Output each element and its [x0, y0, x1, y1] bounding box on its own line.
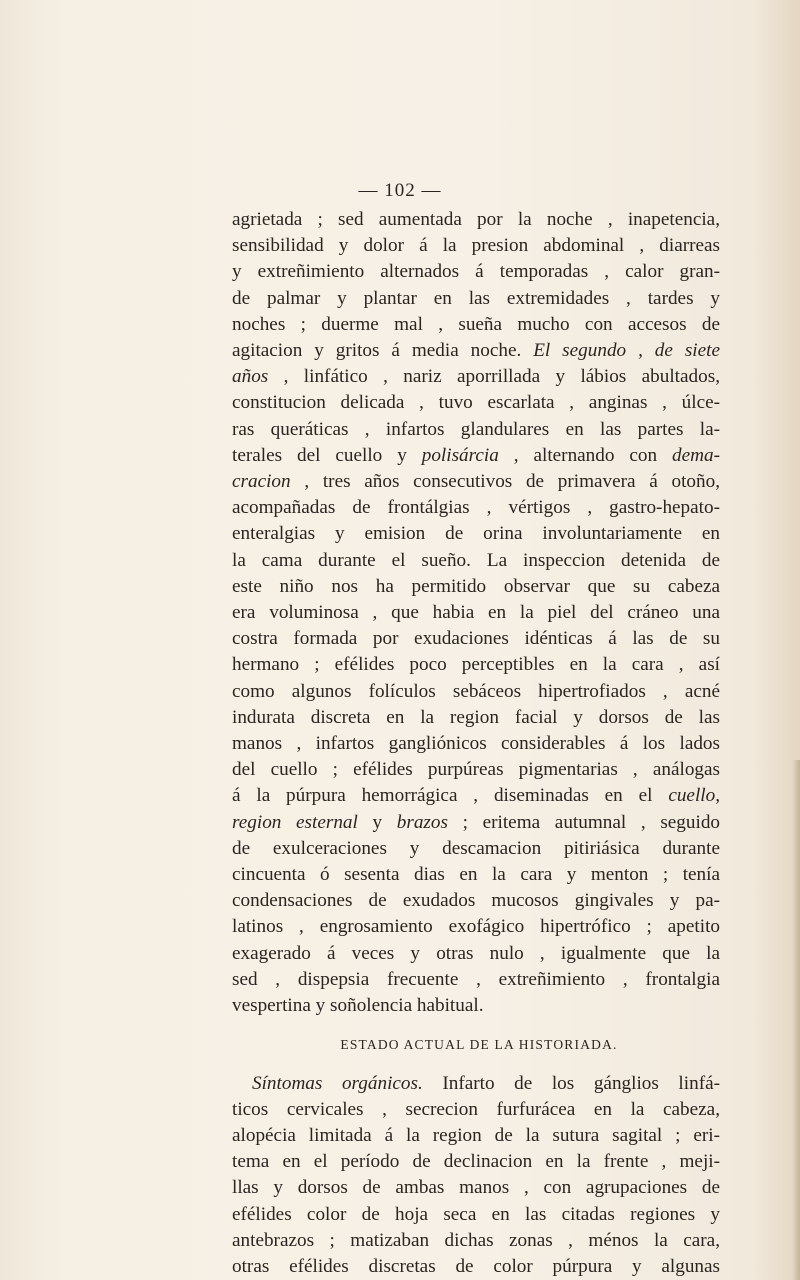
text-line	[232, 495, 720, 521]
paragraph-2	[232, 1071, 720, 1280]
line-text: este niño nos ha permitido observar que su cabeza	[232, 575, 720, 597]
text-line	[232, 757, 720, 783]
text-line	[232, 312, 720, 338]
text-line	[232, 652, 720, 678]
page-edge-shadow	[792, 760, 800, 1280]
text-line	[232, 705, 720, 731]
line-text: ; eritema autumnal , seguido	[447, 811, 721, 833]
line-text: era voluminosa , que habia en la piel del cráneo una	[232, 602, 720, 624]
text-line	[232, 993, 720, 1019]
text-line	[232, 1175, 720, 1201]
text-line	[232, 836, 720, 862]
text-line	[232, 259, 720, 285]
line-text: tema en el período de declinacion en la frente , meji-	[232, 1151, 720, 1173]
line-text: la cama durante el sueño. La inspeccion detenida de	[232, 549, 720, 571]
line-text: latinos , engrosamiento exofágico hipertrófico ; apetito	[232, 916, 720, 938]
italic-term: Síntomas orgánicos.	[252, 1072, 423, 1094]
text-line	[232, 731, 720, 757]
text-line	[232, 810, 720, 836]
line-text: sensibilidad y dolor á la presion abdominal , diarreas	[232, 235, 720, 257]
text-line	[232, 888, 720, 914]
line-text: sed , dispepsia frecuente , extreñimiento , frontalgia	[232, 968, 720, 990]
line-text: vespertina y soñolencia habitual.	[232, 995, 484, 1017]
text-line	[232, 862, 720, 888]
line-text: de palmar y plantar en las extremidades , tardes y	[232, 287, 720, 309]
italic-term: dema-	[672, 444, 720, 466]
text-line	[232, 941, 720, 967]
italic-term: region esternal	[232, 811, 358, 833]
text-line	[232, 1123, 720, 1149]
line-text: como algunos folículos sebáceos hipertrofiados , acné	[232, 680, 720, 702]
line-text: hermano ; efélides poco perceptibles en la cara , así	[232, 654, 720, 676]
text-line	[232, 233, 720, 259]
line-text: terales del cuello y	[232, 444, 422, 466]
line-text: costra formada por exudaciones idénticas á las de su	[232, 628, 720, 650]
line-text: del cuello ; efélides purpúreas pigmentarias , análogas	[232, 759, 720, 781]
text-line	[232, 783, 720, 809]
line-text: condensaciones de exudados mucosos gingivales y pa-	[232, 890, 720, 912]
page-number: — 102 —	[358, 180, 442, 201]
line-text: , alternando con	[498, 444, 673, 466]
text-line	[232, 1097, 720, 1123]
italic-term: polisárcia	[421, 444, 499, 466]
line-text: y extreñimiento alternados á temporadas , calor gran-	[232, 261, 720, 283]
text-line	[232, 417, 720, 443]
text-line	[232, 1202, 720, 1228]
line-text: de exulceraciones y descamacion pitiriásica durante	[232, 837, 720, 859]
line-text: efélides color de hoja seca en las citadas regiones y	[232, 1203, 720, 1225]
section-heading: ESTADO ACTUAL DE LA HISTORIADA.	[340, 1037, 618, 1053]
text-line	[232, 364, 720, 390]
body-text	[232, 207, 720, 1280]
line-text: acompañadas de frontálgias , vértigos , gastro-hepato-	[232, 497, 720, 519]
italic-term: cuello,	[668, 785, 720, 807]
text-line	[232, 626, 720, 652]
text-line	[232, 338, 720, 364]
text-line	[232, 521, 720, 547]
line-text: cincuenta ó sesenta dias en la cara y menton ; tenía	[232, 864, 720, 886]
line-text: enteralgias y emision de orina involuntariamente en	[232, 523, 720, 545]
italic-term: cracion	[232, 471, 291, 493]
paragraph-1	[232, 207, 720, 1019]
italic-term: El segundo , de siete	[533, 340, 720, 362]
text-line	[232, 207, 720, 233]
text-line	[232, 1254, 720, 1280]
line-text: otras efélides discretas de color púrpura y algunas	[232, 1255, 720, 1277]
italic-term: brazos	[396, 811, 448, 833]
line-text: antebrazos ; matizaban dichas zonas , ménos la cara,	[232, 1229, 720, 1251]
line-text: Infarto de los gánglios linfá-	[422, 1072, 720, 1094]
text-line	[232, 914, 720, 940]
line-text: indurata discreta en la region facial y dorsos de las	[232, 706, 720, 728]
text-line	[232, 469, 720, 495]
text-line	[232, 967, 720, 993]
text-line	[232, 548, 720, 574]
line-text: á la púrpura hemorrágica , diseminadas en el	[232, 785, 669, 807]
text-line	[232, 574, 720, 600]
text-line	[232, 1149, 720, 1175]
text-line	[232, 679, 720, 705]
text-line	[232, 600, 720, 626]
line-text: constitucion delicada , tuvo escarlata , anginas , úlce-	[232, 392, 720, 414]
line-text: exagerado á veces y otras nulo , igualmente que la	[232, 942, 720, 964]
text-line	[232, 1071, 720, 1097]
line-text: ticos cervicales , secrecion furfurácea en la cabeza,	[232, 1098, 720, 1120]
line-text: agrietada ; sed aumentada por la noche , inapetencia,	[232, 209, 720, 230]
line-text: , tres años consecutivos de primavera á otoño,	[290, 471, 720, 493]
text-line	[232, 286, 720, 312]
line-text: y	[357, 811, 397, 833]
line-text: agitacion y gritos á media noche.	[232, 340, 534, 362]
line-text: manos , infartos gangliónicos considerables á los lados	[232, 733, 720, 755]
italic-term: años	[232, 366, 269, 388]
text-line	[232, 443, 720, 469]
text-line	[232, 390, 720, 416]
text-line	[232, 1228, 720, 1254]
line-text: noches ; duerme mal , sueña mucho con accesos de	[232, 313, 720, 335]
line-text: , linfático , nariz aporrillada y lábios abultados,	[268, 366, 720, 388]
line-text: ras queráticas , infartos glandulares en las partes la-	[232, 418, 720, 440]
line-text: alopécia limitada á la region de la sutura sagital ; eri-	[232, 1124, 720, 1146]
line-text: llas y dorsos de ambas manos , con agrupaciones de	[232, 1177, 720, 1199]
